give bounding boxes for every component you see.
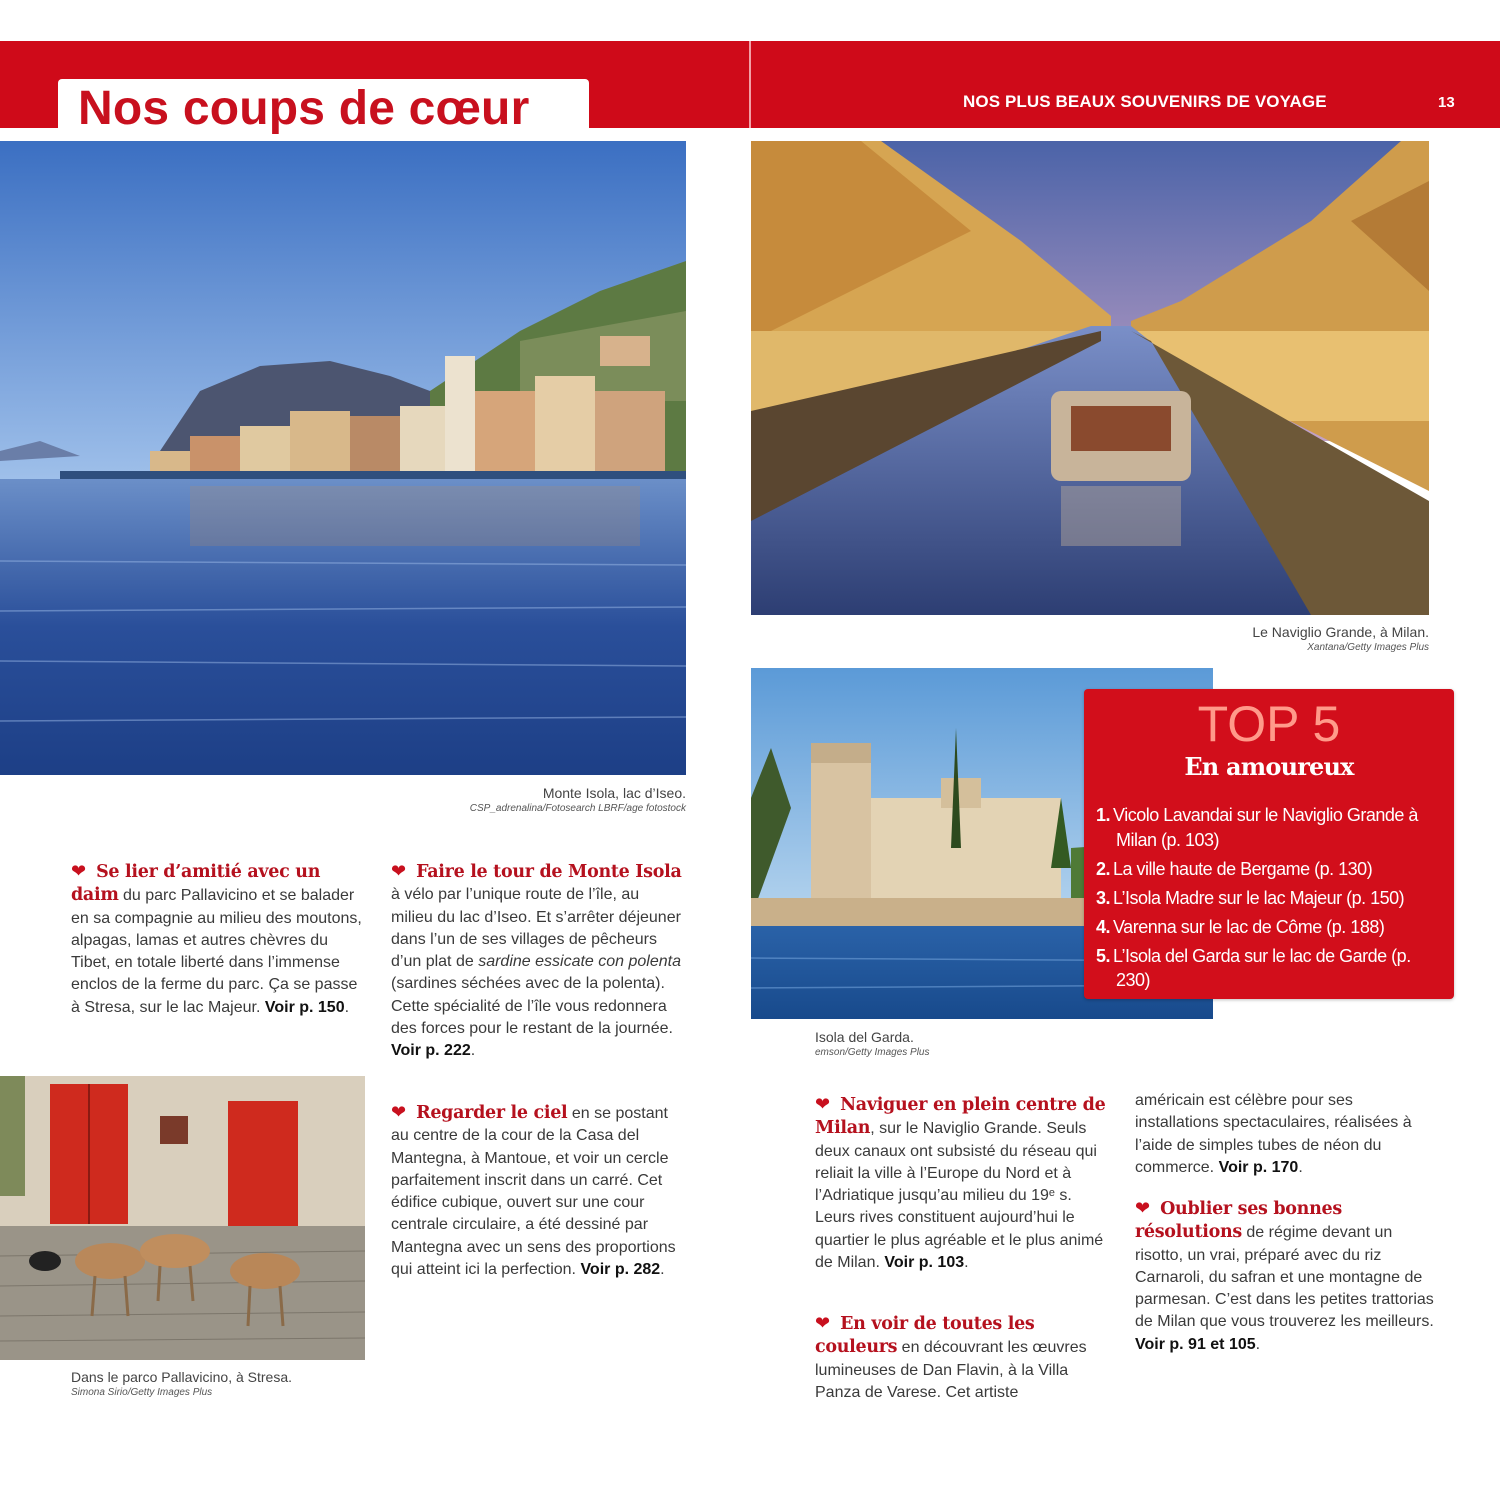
photo-credit: CSP_adrenalina/Fotosearch LBRF/age fotostock [469,803,686,814]
top5-item: 5. L’Isola del Garda sur le lac de Garde (p. 230) [1096,945,1411,990]
header-band-right [751,41,1500,128]
entry-body: de régime devant un risotto, un vrai, préparé avec du riz Carnaroli, du safran et une montagne de parmesan. C’est dans les petites trattorias de Milan que vous trouverez les meilleurs. [1135,1224,1434,1331]
page-reference: Voir p. 91 et 105 [1135,1335,1256,1353]
entry-lead: Naviguer en plein centre de Milan [815,1095,1106,1139]
top5-item: 3. L’Isola Madre sur le lac Majeur (p. 150) [1096,887,1405,908]
entry-resolutions: ❤ Oublier ses bonnes résolutions de régime devant un risotto, un vrai, préparé avec du riz Carnaroli, du safran et une montagne de parmesan. C’est dans les petites trattorias de Milan que vous trouverez les meilleurs. Voir p. 91 et 105. [1135,1198,1434,1353]
entry-ciel: ❤ Regarder le ciel en se postant au centre de la cour de la Casa del Mantegna, à Mantoue, et voir un cercle parfaitement inscrit dans un carré. Cet édifice cubique, ouvert sur une cour centrale circulaire, a été dessiné par Mantegna avec un sens des proportions qui atteint ici la perfection. Voir p. 282. [391,1102,676,1279]
entry-body: américain est célèbre pour ses installations spectaculaires, réalisées à l’aide de simples tubes de néon du commerce. [1135,1092,1412,1176]
entry-body: en découvrant les œuvres lumineuses de Dan Flavin, à la Villa Panza de Varese. Cet artiste [815,1339,1087,1401]
top5-box [1084,689,1454,999]
entry-couleurs [815,1312,1110,1404]
entry-lead: Faire le tour de Monte Isola [416,862,682,882]
entry-body: , sur le Naviglio Grande. Seuls deux canaux ont subsisté du réseau qui reliait la ville à l’Europe du Nord et à l’Adriatique jusqu’au milieu du 19ᵉ s. Leurs rives constituent aujourd’hui le quartier le plus agréable et le plus animé de Milan. [815,1120,1104,1272]
caption-text: Le Naviglio Grande, à Milan. [1252,624,1429,640]
top5-item: 4. Varenna sur le lac de Côme (p. 188) [1096,916,1385,937]
page-reference: Voir p. 282 [580,1261,661,1279]
photo-parco-pallavicino [0,1076,365,1360]
caption-text: Monte Isola, lac d’Iseo. [542,785,686,801]
caption-parco-pallavicino [71,1368,371,1400]
running-head: NOS PLUS BEAUX SOUVENIRS DE VOYAGE [963,92,1327,111]
page-reference: Voir p. 170 [1218,1158,1299,1176]
page-reference: Voir p. 222 [391,1042,471,1060]
heart-icon: ❤ [815,1313,831,1333]
entry-monte-isola: ❤ Faire le tour de Monte Isola à vélo par l’unique route de l’île, au milieu du lac d’Iseo. Et s’arrêter déjeuner dans l’un de ses villages de pêcheurs d’un plat de sardine essicate con polenta (sardines séchées avec de la polenta). Cette spécialité de l’île vous redonnera des forces pour le restant de la journée. Voir p. 222. [391,861,682,1060]
heart-icon: ❤ [391,861,407,881]
caption-monte-isola [386,784,686,816]
caption-text: Dans le parco Pallavicino, à Stresa. [71,1369,292,1385]
caption-isola-del-garda [815,1028,1115,1060]
entry-body: en se postant au centre de la cour de la Casa del Mantegna, à Mantoue, et voir un cercle parfaitement inscrit dans un carré. Cet édifice cubique, ouvert sur une cour centrale circulaire, a été dessiné par Mantegna avec un sens des proportions qui atteint ici la perfection. [391,1105,676,1279]
top5-item: 1. Vicolo Lavandai sur le Naviglio Grande à Milan (p. 103) [1096,805,1418,850]
entry-italic: sardine essicate con polenta [478,953,681,971]
photo-credit: Simona Sirio/Getty Images Plus [71,1387,213,1398]
entry-couleurs-continued: américain est célèbre pour ses installations spectaculaires, réalisées à l’aide de simples tubes de néon du commerce. Voir p. 170. [1135,1092,1412,1176]
photo-monte-isola [0,141,686,775]
entry-lead: Oublier ses bonnes résolutions [1135,1199,1342,1243]
page-reference: Voir p. 150 [264,998,345,1016]
title-tab [58,79,589,141]
page-reference: Voir p. 103 [884,1254,965,1272]
heart-icon: ❤ [71,861,87,881]
photo-naviglio-grande [751,141,1429,615]
entry-naviguer: ❤ Naviguer en plein centre de Milan, sur le Naviglio Grande. Seuls deux canaux ont subsisté du réseau qui reliait la ville à l’Europe du Nord et à l’Adriatique jusqu’au milieu du 19ᵉ s. Leurs rives constituent aujourd’hui le quartier le plus agréable et le plus animé de Milan. Voir p. 103. [815,1094,1106,1272]
top5-list [1096,803,1446,997]
photo-credit: emson/Getty Images Plus [815,1047,930,1058]
caption-naviglio-grande [1130,623,1429,655]
entry-lead: En voir de toutes les couleurs [815,1314,1035,1358]
photo-credit: Xantana/Getty Images Plus [1307,642,1429,653]
entry-daim: ❤ Se lier d’amitié avec un daim du parc Pallavicino et se balader en sa compagnie au milieu des moutons, alpagas, lamas et autres chèvres du Tibet, en totale liberté dans l’immense enclos de la ferme du parc. Ça se passe à Stresa, sur le lac Majeur. Voir p. 150. [71,861,362,1016]
entry-body: du parc Pallavicino et se balader en sa compagnie au milieu des moutons, alpagas, lamas et autres chèvres du Tibet, en totale liberté dans l’immense enclos de la ferme du parc. Ça se passe à Stresa, sur le lac Majeur. [71,887,362,1016]
top5-title: TOP 5 [1197,696,1341,752]
top5-subtitle: En amoureux [1184,752,1354,781]
entry-lead: Se lier d’amitié avec un daim [71,862,321,906]
heart-icon: ❤ [1135,1198,1151,1218]
entry-body: à vélo par l’unique route de l’île, au milieu du lac d’Iseo. Et s’arrêter déjeuner dans l’un de ses villages de pêcheurs d’un plat de [391,886,681,971]
page-title: Nos coups de cœur [78,82,530,135]
heart-icon: ❤ [391,1102,407,1122]
caption-text: Isola del Garda. [815,1029,914,1045]
page-number: 13 [1438,94,1455,111]
top5-item: 2. La ville haute de Bergame (p. 130) [1096,858,1373,879]
heart-icon: ❤ [815,1094,831,1114]
entry-lead: Regarder le ciel [416,1103,568,1123]
page-gutter [749,41,751,128]
